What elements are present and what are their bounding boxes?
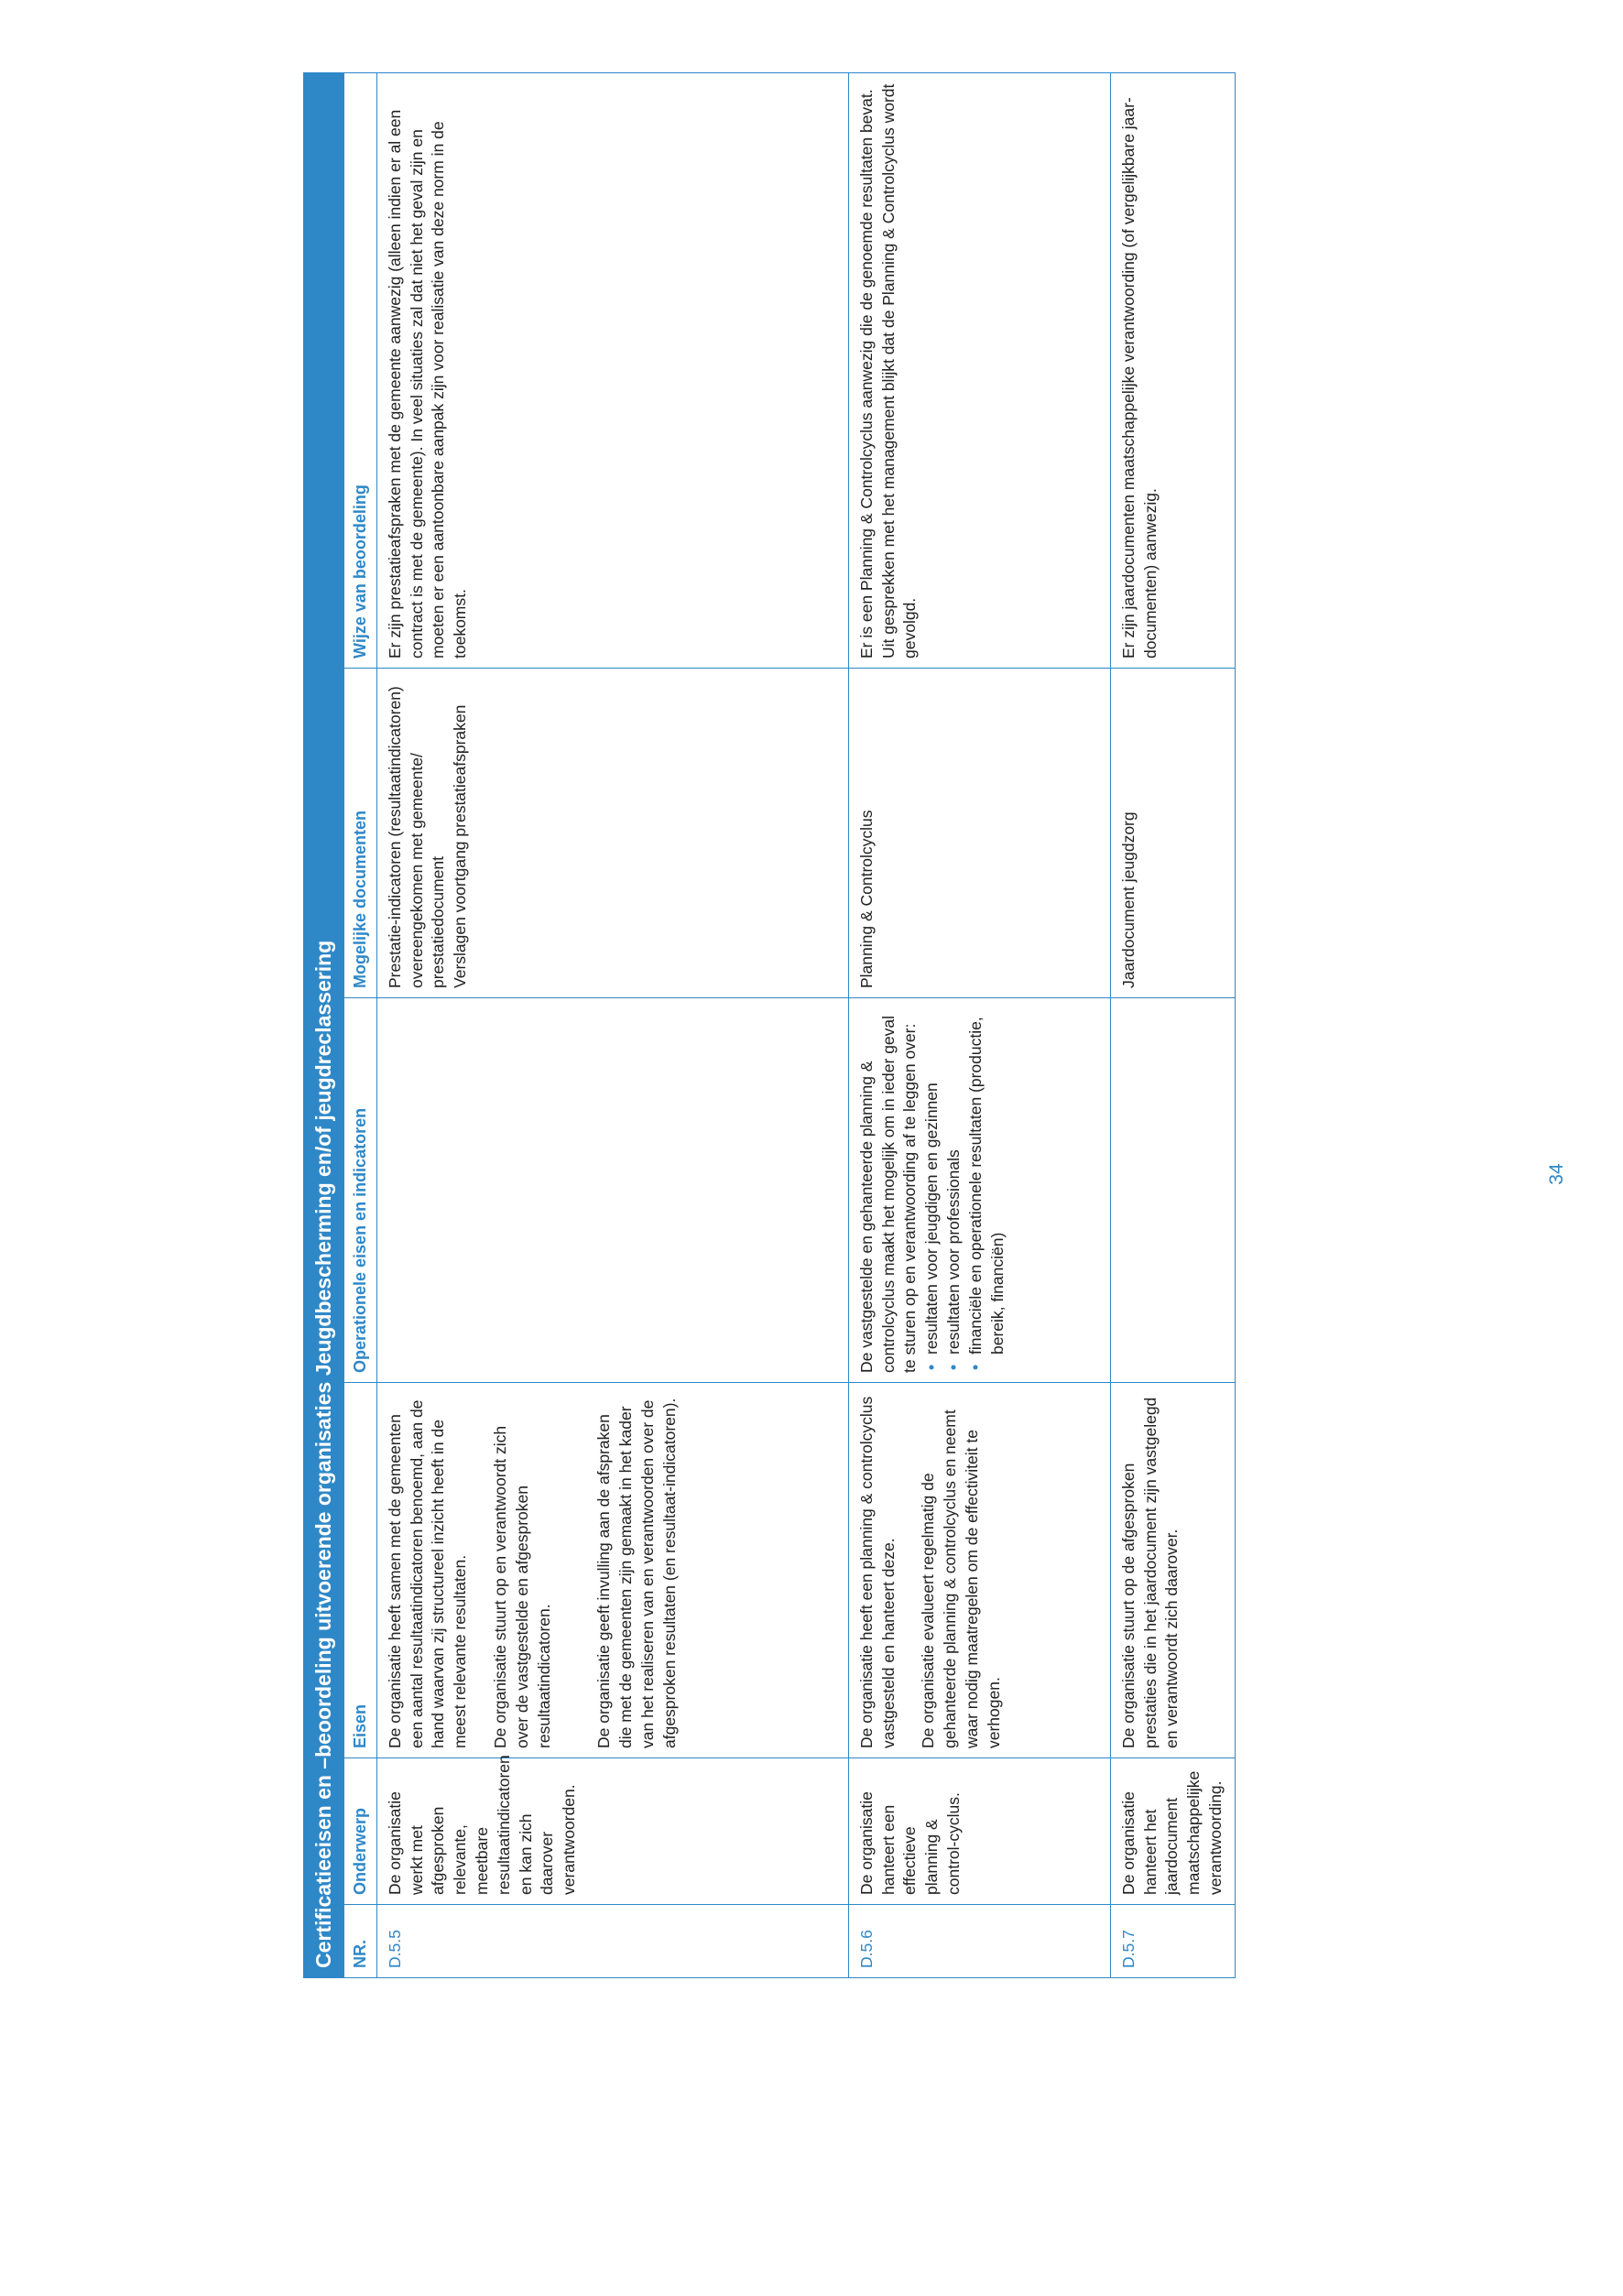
row-eisen [376, 1383, 848, 1758]
bullet-icon: • [922, 1364, 942, 1370]
document-item: Jaardocument jeugdzorg [1118, 811, 1138, 988]
eis-text: De organisatie stuurt op de afgesproken prestaties die in het jaardocument zijn vastgelegd en verantwoordt zich daarover. [1118, 1397, 1182, 1748]
row-nr: D.5.6 [848, 1905, 1110, 1978]
header-operationeel: Operationele eisen en indicatoren [344, 998, 376, 1383]
certification-table [303, 72, 1236, 1978]
bullet-icon: • [965, 1364, 985, 1370]
header-nr: NR. [344, 1905, 376, 1978]
bullet-icon: • [943, 1364, 963, 1370]
header-eisen: Eisen [344, 1383, 376, 1758]
header-onderwerp: Onderwerp [344, 1758, 376, 1905]
document-item: Planning & Controlcyclus [856, 810, 876, 988]
row-onderwerp: De organisatie hanteert het jaardocument maatschappelijke verantwoording. [1110, 1758, 1235, 1905]
row-operationeel [848, 998, 1110, 1383]
operationeel-intro: De vastgestelde en gehanteerde planning & controlcyclus maakt het mogelijk om in ieder geval te sturen op en verantwoording af te leggen over: [856, 1015, 920, 1373]
list-item-text: resultaten voor professionals [943, 1149, 963, 1355]
eis-text: De organisatie geeft invulling aan de afspraken die met de gemeenten zijn gemaakt in het kader van het realiseren van en verantwoorden over de afgesproken resultaten (en resultaat-indicatoren). [594, 1398, 679, 1748]
table-row [1110, 72, 1235, 1977]
eis-text: De organisatie evalueert regelmatig de gehanteerde planning & controlcyclus en neemt waar nodig maatregelen om de effectiviteit te verhogen. [919, 1409, 1003, 1748]
rotated-page-content [303, 73, 1269, 1978]
list-item [943, 1007, 965, 1373]
row-documenten [1110, 669, 1235, 998]
table-title-row [304, 72, 344, 1977]
row-beoordeling: Er zijn jaardocumenten maatschappelijke verantwoording (of vergelijkbare jaar-documenten) aanwezig. [1110, 72, 1235, 668]
table-header-row [344, 72, 376, 1977]
header-beoordeling: Wijze van beoordeling [344, 72, 376, 668]
page-number: 34 [1546, 1163, 1567, 1185]
row-eisen [848, 1383, 1110, 1758]
eis-text: De organisatie heeft een planning & controlcyclus vastgesteld en hanteert deze. [856, 1396, 898, 1748]
eis-text: De organisatie stuurt op en verantwoordt zich over de vastgestelde en afgesproken resultaatindicatoren. [490, 1425, 553, 1748]
row-documenten [848, 669, 1110, 998]
header-documenten: Mogelijke documenten [344, 669, 376, 998]
row-nr: D.5.7 [1110, 1905, 1235, 1978]
row-operationeel [1110, 998, 1235, 1383]
table-title: Certificatieeisen en –beoordeling uitvoerende organisaties Jeugdbescherming en/of jeugdreclassering [304, 72, 344, 1977]
eis-text: De organisatie heeft samen met de gemeenten een aantal resultaatindicatoren benoemd, aan de hand waarvan zij structureel inzicht heeft in de meest relevante resultaten. [385, 1399, 470, 1748]
list-item [965, 1007, 1009, 1373]
list-item-text: financiële en operationele resultaten (productie, bereik, financiën) [965, 1017, 1007, 1355]
row-documenten [376, 669, 848, 998]
document-item: Prestatie-indicatoren (resultaatindicatoren) overeengekomen met gemeente/ prestatiedocument [385, 686, 448, 988]
row-beoordeling: Er is een Planning & Controlcyclus aanwezig die de genoemde resultaten bevat. Uit gesprekken met het management blijkt dat de Planning & Controlcyclus wordt gevolgd. [848, 72, 1110, 668]
document-item: Verslagen voortgang prestatieafspraken [451, 704, 470, 988]
row-nr: D.5.5 [376, 1905, 848, 1978]
row-operationeel [376, 998, 848, 1383]
list-item [921, 1007, 943, 1373]
row-beoordeling: Er zijn prestatieafspraken met de gemeente aanwezig (alleen indien er al een contract is met de gemeente). In veel situaties zal dat niet het geval zijn en moeten er een aantoonbare aanpak zijn voor realisatie van deze norm in de toekomst. [376, 72, 848, 668]
row-onderwerp: De organisatie werkt met afgesproken relevante, meetbare resultaatindicatoren en kan zich daarover verantwoorden. [376, 1758, 848, 1905]
row-eisen [1110, 1383, 1235, 1758]
table-row [376, 72, 848, 1977]
operationeel-list [921, 1007, 1008, 1373]
row-onderwerp: De organisatie hanteert een effectieve planning & control-cyclus. [848, 1758, 1110, 1905]
list-item-text: resultaten voor jeugdigen en gezinnen [922, 1083, 942, 1355]
table-row [848, 72, 1110, 1977]
